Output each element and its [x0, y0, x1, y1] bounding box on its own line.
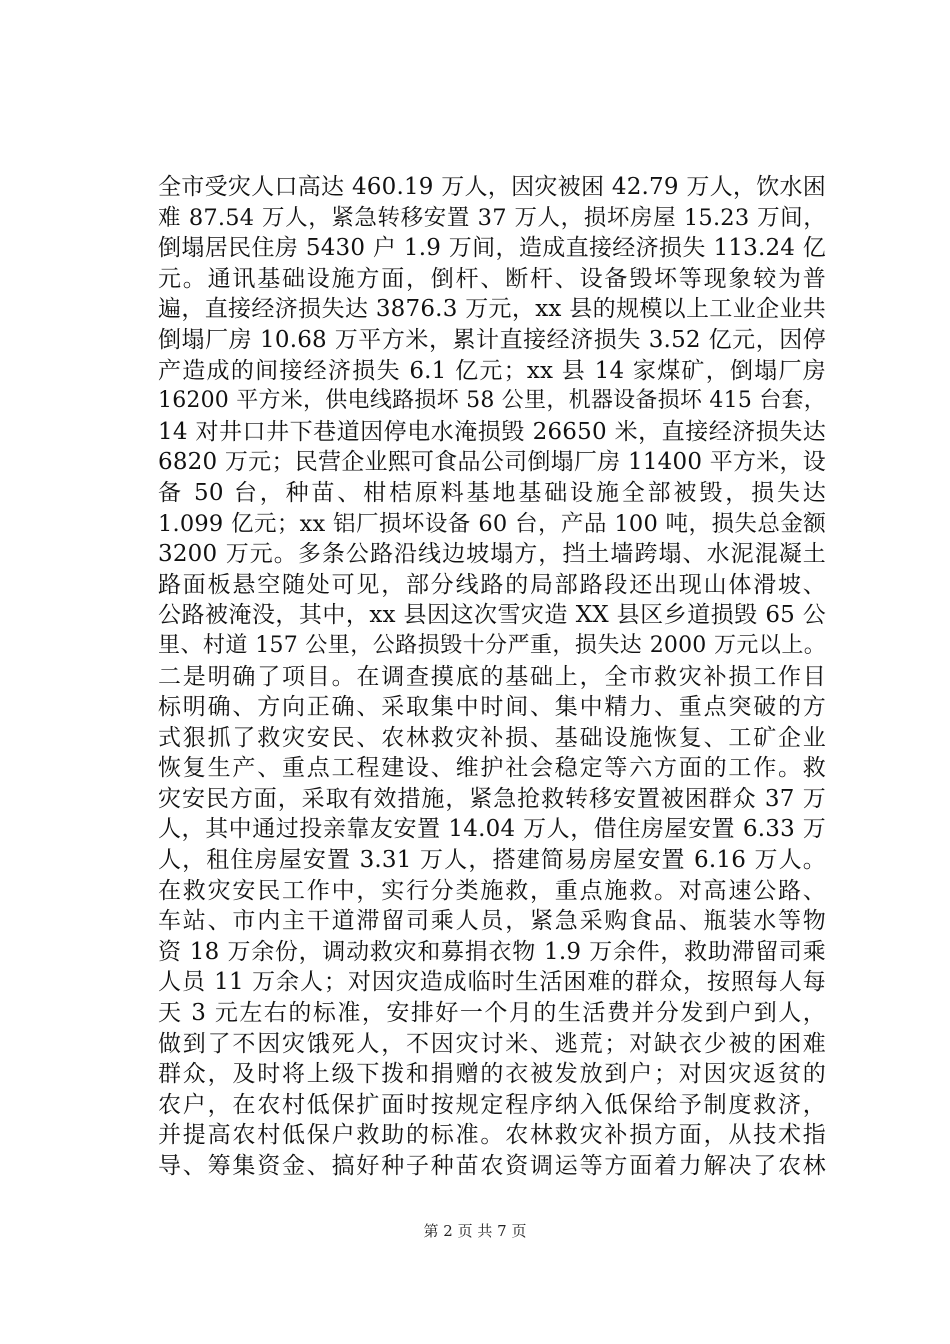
text-line: 14 对井口井下巷道因停电水淹损毁 26650 米，直接经济损失达 — [158, 418, 826, 445]
text-line: 在救灾安民工作中，实行分类施救，重点施救。对高速公路、 — [158, 877, 826, 904]
text-line: 遍，直接经济损失达 3876.3 万元，xx 县的规模以上工业企业共 — [158, 296, 826, 323]
text-line: 3200 万元。多条公路沿线边坡塌方，挡土墙跨塌、水泥混凝土 — [158, 541, 826, 568]
text-line: 人，租住房屋安置 3.31 万人，搭建简易房屋安置 6.16 万人。 — [158, 847, 826, 874]
text-line: 产造成的间接经济损失 6.1 亿元；xx 县 14 家煤矿，倒塌厂房 — [158, 357, 826, 384]
text-line: 农户，在农村低保扩面时按规定程序纳入低保给予制度救济， — [158, 1091, 826, 1118]
text-line: 难 87.54 万人，紧急转移安置 37 万人，损坏房屋 15.23 万间， — [158, 204, 826, 231]
text-line: 二是明确了项目。在调查摸底的基础上，全市救灾补损工作目 — [158, 663, 826, 690]
text-line: 公路被淹没，其中，xx 县因这次雪灾造 XX 县区乡道损毁 65 公 — [158, 602, 826, 629]
text-line: 备 50 台，种苗、柑桔原料基地基础设施全部被毁，损失达 — [158, 479, 826, 506]
text-line: 导、筹集资金、搞好种子种苗农资调运等方面着力解决了农林 — [158, 1153, 826, 1179]
text-line: 倒塌厂房 10.68 万平方米，累计直接经济损失 3.52 亿元，因停 — [158, 326, 826, 353]
text-line: 元。通讯基础设施方面，倒杆、断杆、设备毁坏等现象较为普 — [158, 265, 826, 292]
text-line: 车站、市内主干道滞留司乘人员，紧急采购食品、瓶装水等物 — [158, 908, 826, 935]
text-line: 16200 平方米，供电线路损坏 58 公里，机器设备损坏 415 台套， — [158, 388, 826, 414]
text-line: 1.099 亿元；xx 铝厂损坏设备 60 台，产品 100 吨，损失总金额 — [158, 510, 826, 537]
text-line: 人员 11 万余人；对因灾造成临时生活困难的群众，按照每人每 — [158, 969, 826, 996]
text-line: 里、村道 157 公里，公路损毁十分严重，损失达 2000 万元以上。 — [158, 632, 826, 658]
body-text — [158, 172, 826, 1182]
text-line: 群众，及时将上级下拨和捐赠的衣被发放到户；对因灾返贫的 — [158, 1061, 826, 1088]
text-line: 式狠抓了救灾安民、农林救灾补损、基础设施恢复、工矿企业 — [158, 724, 826, 751]
text-line: 灾安民方面，采取有效措施，紧急抢救转移安置被困群众 37 万 — [158, 785, 826, 812]
text-line: 做到了不因灾饿死人，不因灾讨米、逃荒；对缺衣少被的困难 — [158, 1030, 826, 1057]
text-line: 全市受灾人口高达 460.19 万人，因灾被困 42.79 万人，饮水困 — [158, 174, 826, 200]
text-line: 天 3 元左右的标准，安排好一个月的生活费并分发到户到人， — [158, 1000, 826, 1027]
text-line: 6820 万元；民营企业熙可食品公司倒塌厂房 11400 平方米，设 — [158, 449, 826, 476]
text-line: 人，其中通过投亲靠友安置 14.04 万人，借住房屋安置 6.33 万 — [158, 816, 826, 843]
text-line: 并提高农村低保户救助的标准。农林救灾补损方面，从技术指 — [158, 1122, 826, 1149]
page-footer: 第 2 页 共 7 页 — [423, 1222, 527, 1240]
text-line: 资 18 万余份，调动救灾和募捐衣物 1.9 万余件，救助滞留司乘 — [158, 938, 826, 965]
text-line: 标明确、方向正确、采取集中时间、集中精力、重点突破的方 — [158, 694, 826, 721]
text-line: 恢复生产、重点工程建设、维护社会稳定等六方面的工作。救 — [158, 755, 826, 782]
text-line: 倒塌居民住房 5430 户 1.9 万间，造成直接经济损失 113.24 亿 — [158, 235, 826, 262]
text-line: 路面板悬空随处可见，部分线路的局部路段还出现山体滑坡、 — [158, 571, 826, 598]
